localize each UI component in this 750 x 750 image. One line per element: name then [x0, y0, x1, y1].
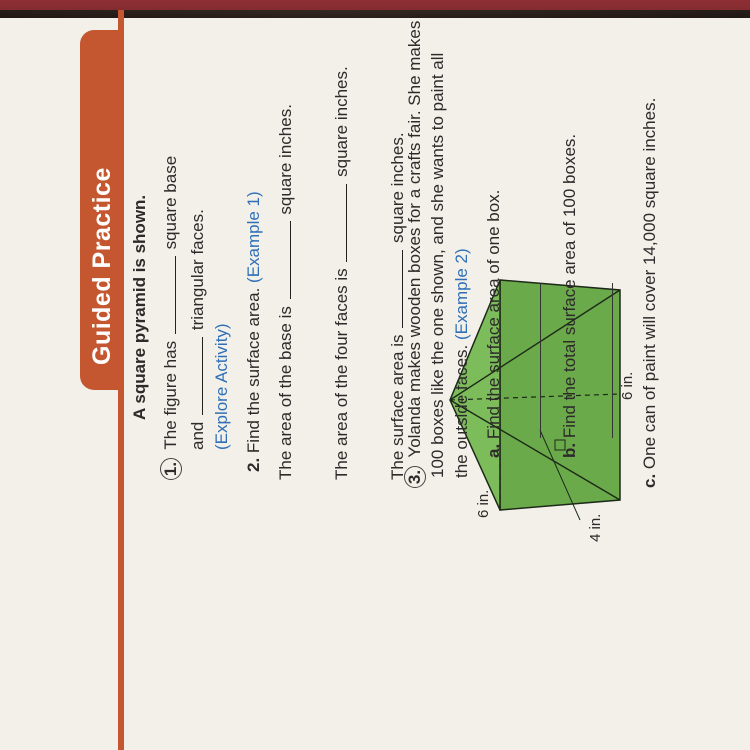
- q3-part-c: [640, 98, 660, 488]
- q3-b-text: Find the total surface area of 100 boxes.: [560, 133, 579, 439]
- q2-reference-link[interactable]: (Example 1): [244, 191, 263, 283]
- figure-label-side: 6 in.: [475, 489, 492, 518]
- q2-surface-b: square inches.: [388, 132, 407, 244]
- question-2-number: 2.: [244, 457, 263, 472]
- q3-part-b: [560, 134, 580, 458]
- q3-c-label: c.: [640, 473, 659, 488]
- q3-line3: the outside faces.: [452, 344, 471, 478]
- q2-surface-a: The surface area is: [388, 334, 407, 480]
- intro-text: A square pyramid is shown.: [130, 194, 149, 420]
- q2-text: Find the surface area.: [244, 287, 263, 454]
- q3-a-answer-line[interactable]: [540, 283, 541, 438]
- q2-base-a: The area of the base is: [276, 306, 295, 480]
- q3-a-text: Find the surface area of one box.: [484, 189, 503, 440]
- q2-faces-b: square inches.: [332, 66, 351, 177]
- figure-label-slant: 4 in.: [587, 513, 604, 542]
- q3-b-answer-line[interactable]: [612, 283, 613, 438]
- q1-text-c: and: [188, 421, 207, 450]
- q3-part-a: [484, 190, 504, 458]
- q2-faces-a: The area of the four faces is: [332, 268, 351, 480]
- q2-base-b: square inches.: [276, 104, 295, 215]
- question-1-number: 1.: [160, 458, 182, 480]
- q1-text-a: The figure has: [161, 340, 180, 450]
- q3-line2: 100 boxes like the one shown, and she wants to paint all: [428, 52, 447, 478]
- question-3: [404, 21, 426, 488]
- figure-label-bottom: 6 in.: [619, 371, 636, 400]
- q3-c-text: One can of paint will cover 14,000 square inches.: [640, 97, 659, 470]
- section-title: Guided Practice: [88, 167, 116, 365]
- q3-a-label: a.: [484, 443, 503, 458]
- q3-line3-wrap: [452, 248, 472, 478]
- q3-line1: Yolanda makes wooden boxes for a crafts fair. She makes: [405, 20, 424, 458]
- question-3-number: 3.: [404, 466, 426, 488]
- q3-reference-link[interactable]: (Example 2): [452, 248, 471, 340]
- q1-text-d: triangular faces.: [188, 209, 207, 331]
- q1-text-b: square base: [161, 155, 180, 250]
- q1-reference-link[interactable]: (Explore Activity): [212, 323, 231, 450]
- q3-b-label: b.: [560, 442, 579, 458]
